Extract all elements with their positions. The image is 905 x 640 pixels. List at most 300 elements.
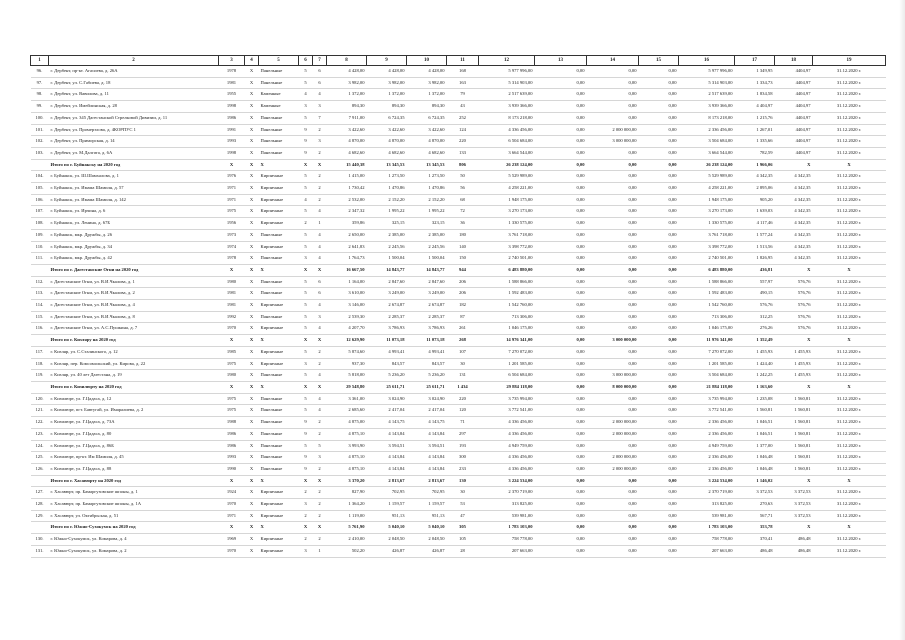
table-cell: Х bbox=[245, 264, 259, 276]
header-cell: 3 bbox=[219, 56, 245, 66]
table-cell: 6 724,35 bbox=[367, 112, 407, 124]
table-cell: 1 046,51 bbox=[735, 428, 775, 440]
table-cell: 119. bbox=[31, 370, 49, 382]
table-cell: 31.12.2020 г. bbox=[813, 147, 886, 159]
table-cell: 3 398 772,00 bbox=[479, 241, 535, 253]
table-cell: г. Буйнакск, ул. Имама Шамиля, д. 57 bbox=[49, 183, 219, 195]
table-cell: 1 334,73 bbox=[735, 77, 775, 89]
table-cell: г. Дагестанские Огни, ул. В.И.Чкалова, д. 1 bbox=[49, 276, 219, 288]
table-cell: 5 bbox=[299, 346, 313, 358]
table-cell: г. Хасавюрт, пр. Бамаргузовские шпоны, д. 1А bbox=[49, 499, 219, 511]
table-cell bbox=[31, 522, 49, 534]
table-row bbox=[31, 440, 886, 452]
table-cell: 3 146,00 bbox=[327, 300, 367, 312]
table-cell: Панельные bbox=[259, 370, 299, 382]
table-cell: 0,00 bbox=[535, 381, 587, 393]
table-cell: 2 245,56 bbox=[367, 241, 407, 253]
table-cell: 4 336 456,00 bbox=[479, 124, 535, 136]
table-cell: 2 152,20 bbox=[407, 194, 447, 206]
table-cell: 0,00 bbox=[639, 499, 679, 511]
table-cell: 206 bbox=[447, 276, 479, 288]
table-cell: 1 542 760,00 bbox=[679, 300, 735, 312]
table-row bbox=[31, 112, 886, 124]
table-cell: 2 bbox=[313, 463, 327, 475]
table-cell: 2 bbox=[313, 534, 327, 546]
table-cell: 0,00 bbox=[535, 288, 587, 300]
table-cell: 4 870,00 bbox=[367, 136, 407, 148]
table-cell: 3 372,53 bbox=[775, 499, 813, 511]
table-cell: 3 224 534,00 bbox=[479, 475, 535, 487]
table-cell: 182 bbox=[447, 300, 479, 312]
table-cell: Х bbox=[299, 522, 313, 534]
table-cell: 0,00 bbox=[587, 405, 639, 417]
table-cell: 0,00 bbox=[535, 522, 587, 534]
table-cell: 31.12.2020 г. bbox=[813, 194, 886, 206]
table-cell: г. Кизляр, ул. С.Сталинского, д. 12 bbox=[49, 346, 219, 358]
table-cell: 72 bbox=[447, 206, 479, 218]
table-cell: 4 336 456,00 bbox=[479, 417, 535, 429]
table-cell: 276,26 bbox=[735, 323, 775, 335]
table-cell: 1981 bbox=[219, 300, 245, 312]
table-cell: 1 455,93 bbox=[735, 346, 775, 358]
header-cell: 7 bbox=[313, 56, 327, 66]
table-cell: 31.12.2020 г. bbox=[813, 346, 886, 358]
table-cell: 3 664 544,00 bbox=[479, 147, 535, 159]
table-cell: 2 740 501,00 bbox=[679, 253, 735, 265]
table-cell: 114. bbox=[31, 300, 49, 312]
table-cell: 0,00 bbox=[639, 311, 679, 323]
table-cell: г. Кизилюрт, пгт. Бавтугай, ул. Имаралиева, д. 2 bbox=[49, 405, 219, 417]
table-cell: Х bbox=[245, 393, 259, 405]
table-cell: 0,00 bbox=[535, 218, 587, 230]
table-cell: 100. bbox=[31, 112, 49, 124]
table-cell: 206 bbox=[447, 288, 479, 300]
table-cell: 4 336 456,00 bbox=[479, 428, 535, 440]
table-cell: 0,00 bbox=[639, 417, 679, 429]
table-cell: 4 682,60 bbox=[407, 147, 447, 159]
table-cell: 0,00 bbox=[535, 77, 587, 89]
table-row bbox=[31, 346, 886, 358]
table-cell: 4 bbox=[313, 323, 327, 335]
table-cell: 2 000 000,00 bbox=[587, 463, 639, 475]
table-cell: 4 342,35 bbox=[775, 194, 813, 206]
table-cell: 128. bbox=[31, 499, 49, 511]
table-cell: 0,00 bbox=[535, 229, 587, 241]
table-row bbox=[31, 370, 886, 382]
table-cell: 0,00 bbox=[535, 264, 587, 276]
table-cell: 4 342,35 bbox=[775, 241, 813, 253]
table-cell: 5 bbox=[313, 440, 327, 452]
table-cell: 220 bbox=[447, 393, 479, 405]
table-cell: 5 314 903,00 bbox=[479, 77, 535, 89]
table-cell: Х bbox=[775, 381, 813, 393]
table-cell: 0,00 bbox=[535, 171, 587, 183]
table-cell: Х bbox=[219, 475, 245, 487]
table-cell: 1990 bbox=[219, 463, 245, 475]
table-cell: Кирпичные bbox=[259, 194, 299, 206]
table-cell: 1 372,00 bbox=[367, 89, 407, 101]
table-cell: 4 682,60 bbox=[367, 147, 407, 159]
table-cell: 1 500,04 bbox=[367, 253, 407, 265]
table-cell: 2 650,00 bbox=[327, 229, 367, 241]
table-cell: 3 370,20 bbox=[327, 475, 367, 487]
table-cell: 207 663,00 bbox=[479, 545, 535, 557]
table-cell: 7 270 072,00 bbox=[479, 346, 535, 358]
table-cell: 1 560,81 bbox=[775, 393, 813, 405]
table-cell: Х bbox=[245, 323, 259, 335]
table-cell: 1 592 483,00 bbox=[679, 288, 735, 300]
subtotal-row bbox=[31, 264, 886, 276]
table-cell: 50 bbox=[447, 171, 479, 183]
table-cell: 31.12.2020 г. bbox=[813, 370, 886, 382]
table-cell: 105 bbox=[447, 534, 479, 546]
table-cell: 163 bbox=[447, 77, 479, 89]
table-cell: 4 949 759,00 bbox=[479, 440, 535, 452]
table-cell: 4404,97 bbox=[775, 89, 813, 101]
table-cell: 111. bbox=[31, 253, 49, 265]
table-cell: 1 273,50 bbox=[407, 171, 447, 183]
table-cell: 576,76 bbox=[775, 323, 813, 335]
table-cell: 1991 bbox=[219, 124, 245, 136]
table-cell: г. Дербент, ул. Имейлинская, д. 28 bbox=[49, 101, 219, 113]
table-cell: 25 611,71 bbox=[367, 381, 407, 393]
table-cell: 3 786,93 bbox=[407, 323, 447, 335]
table-cell: 31.12.2020 г. bbox=[813, 440, 886, 452]
table-cell: 5 bbox=[299, 323, 313, 335]
table-cell: 1 159,57 bbox=[367, 499, 407, 511]
table-cell: Кирпичные bbox=[259, 171, 299, 183]
table-cell: 713 306,00 bbox=[479, 311, 535, 323]
table-cell: 0,00 bbox=[639, 346, 679, 358]
table-cell: Х bbox=[245, 101, 259, 113]
table-cell: 4 bbox=[299, 194, 313, 206]
table-cell: 0,00 bbox=[639, 218, 679, 230]
table-cell: 426,87 bbox=[367, 545, 407, 557]
table-cell: 576,76 bbox=[775, 311, 813, 323]
table-cell: 0,00 bbox=[587, 194, 639, 206]
table-cell: 252 bbox=[447, 112, 479, 124]
table-cell: 1 235,08 bbox=[735, 393, 775, 405]
table-cell: Панельные bbox=[259, 276, 299, 288]
table-cell: 576,76 bbox=[775, 300, 813, 312]
table-cell: Х bbox=[259, 159, 299, 171]
table-cell: 1970 bbox=[219, 499, 245, 511]
table-cell: 4 bbox=[313, 241, 327, 253]
table-cell: Х bbox=[219, 159, 245, 171]
table-cell: 1 783 103,00 bbox=[479, 522, 535, 534]
table-cell: Панельные bbox=[259, 405, 299, 417]
table-cell: 96. bbox=[31, 66, 49, 78]
table-cell: 576,76 bbox=[775, 288, 813, 300]
table-cell: 193 bbox=[447, 440, 479, 452]
table-cell: 118. bbox=[31, 358, 49, 370]
table-cell: 11 976 341,00 bbox=[679, 335, 735, 347]
table-cell: 0,00 bbox=[639, 522, 679, 534]
table-cell: 5 040,10 bbox=[407, 522, 447, 534]
table-cell: 3 982,00 bbox=[327, 77, 367, 89]
table-cell: Х bbox=[245, 218, 259, 230]
subtotal-row bbox=[31, 475, 886, 487]
table-cell: 5 bbox=[299, 393, 313, 405]
table-cell: 0,00 bbox=[535, 487, 587, 499]
table-cell: 0,00 bbox=[587, 66, 639, 78]
table-cell: 2 bbox=[299, 218, 313, 230]
table-cell: Х bbox=[259, 264, 299, 276]
table-cell: 4 875,00 bbox=[327, 417, 367, 429]
table-cell: 5 bbox=[299, 405, 313, 417]
table-cell: Х bbox=[245, 534, 259, 546]
table-cell: 1986 bbox=[219, 112, 245, 124]
table-cell: 951,13 bbox=[367, 510, 407, 522]
table-cell: 297 bbox=[447, 428, 479, 440]
table-cell: 6 bbox=[313, 66, 327, 78]
register-table bbox=[30, 55, 886, 558]
table-cell: г. Дербент, ул. 345 Дагестанской Стрелковой Дивизии, д. 11 bbox=[49, 112, 219, 124]
table-cell: 3 422,60 bbox=[367, 124, 407, 136]
table-cell: 26 238 124,00 bbox=[679, 159, 735, 171]
table-cell: 3 372,53 bbox=[735, 487, 775, 499]
table-cell: 71 bbox=[447, 417, 479, 429]
table-cell: 16 667,50 bbox=[327, 264, 367, 276]
table-cell: Х bbox=[245, 194, 259, 206]
table-cell: Кирпичные bbox=[259, 487, 299, 499]
table-cell: 3 610,00 bbox=[327, 288, 367, 300]
table-row bbox=[31, 194, 886, 206]
table-cell: 127. bbox=[31, 487, 49, 499]
table-cell: 4404,97 bbox=[775, 112, 813, 124]
table-cell: 1 826,95 bbox=[735, 253, 775, 265]
table-cell: 107 bbox=[447, 346, 479, 358]
table-cell: Х bbox=[245, 381, 259, 393]
table-row bbox=[31, 288, 886, 300]
table-cell: Х bbox=[313, 335, 327, 347]
table-cell: 4 404,97 bbox=[735, 101, 775, 113]
table-cell: 0,00 bbox=[535, 440, 587, 452]
table-cell: 123. bbox=[31, 428, 49, 440]
table-cell: 31.12.2020 г. bbox=[813, 206, 886, 218]
table-cell: 5 236,20 bbox=[407, 370, 447, 382]
table-cell: 3 761 718,00 bbox=[679, 229, 735, 241]
table-cell: 180 bbox=[447, 229, 479, 241]
table-cell: 1 834,58 bbox=[735, 89, 775, 101]
table-cell: 0,00 bbox=[535, 358, 587, 370]
table-cell: 2 385,00 bbox=[367, 229, 407, 241]
table-cell: 1 bbox=[313, 545, 327, 557]
table-cell: 305 bbox=[447, 522, 479, 534]
table-cell: Х bbox=[813, 522, 886, 534]
table-cell: 2 385,00 bbox=[407, 229, 447, 241]
table-cell: 268 bbox=[447, 335, 479, 347]
table-cell: 0,00 bbox=[535, 136, 587, 148]
table-cell: 2 674,87 bbox=[367, 300, 407, 312]
table-cell: 0,00 bbox=[639, 452, 679, 464]
table-cell: 3 422,60 bbox=[407, 124, 447, 136]
table-cell: 9 bbox=[299, 147, 313, 159]
table-cell bbox=[31, 159, 49, 171]
table-cell: 0,00 bbox=[639, 510, 679, 522]
table-cell: 133 bbox=[447, 147, 479, 159]
table-cell: 31.12.2020 г. bbox=[813, 534, 886, 546]
table-cell: 0,00 bbox=[639, 534, 679, 546]
table-cell: 5 bbox=[299, 300, 313, 312]
table-row bbox=[31, 311, 886, 323]
table-cell: 4 342,35 bbox=[775, 183, 813, 195]
table-cell: 2 000 000,00 bbox=[587, 417, 639, 429]
table-row bbox=[31, 206, 886, 218]
table-cell: 5 bbox=[299, 112, 313, 124]
table-cell: 0,00 bbox=[639, 475, 679, 487]
table-cell: 1 119,00 bbox=[327, 510, 367, 522]
table-cell: 567,71 bbox=[735, 510, 775, 522]
table-cell: 2 bbox=[313, 358, 327, 370]
table-cell: Панельные bbox=[259, 393, 299, 405]
table-cell: Х bbox=[313, 159, 327, 171]
table-cell: 1 455,93 bbox=[775, 346, 813, 358]
table-cell: 4 bbox=[313, 89, 327, 101]
table-cell: Х bbox=[245, 428, 259, 440]
table-cell: 31.12.2020 г. bbox=[813, 417, 886, 429]
table-cell: 1 164,00 bbox=[327, 276, 367, 288]
table-cell: 4 428,00 bbox=[327, 66, 367, 78]
table-cell: 312,25 bbox=[735, 311, 775, 323]
table-cell: Х bbox=[299, 264, 313, 276]
table-cell: 109. bbox=[31, 229, 49, 241]
table-cell: Х bbox=[245, 545, 259, 557]
table-cell: г. Дербент, пр-кт. Агасиева, д. 26А bbox=[49, 66, 219, 78]
table-cell: 2 336 456,00 bbox=[679, 124, 735, 136]
table-cell: 5 314 903,00 bbox=[679, 77, 735, 89]
table-cell: 0,00 bbox=[535, 276, 587, 288]
table-cell: 21 884 118,00 bbox=[679, 381, 735, 393]
table-cell: Х bbox=[245, 487, 259, 499]
table-cell: 0,00 bbox=[535, 253, 587, 265]
table-cell: 1974 bbox=[219, 241, 245, 253]
table-row bbox=[31, 323, 886, 335]
table-cell: 1 046 175,00 bbox=[479, 323, 535, 335]
table-cell: Панельные bbox=[259, 253, 299, 265]
table-cell: 108. bbox=[31, 218, 49, 230]
table-cell: г. Кизляр, ул. 40 лет Дагестана, д. 19 bbox=[49, 370, 219, 382]
table-cell: 3 bbox=[313, 101, 327, 113]
table-cell: Х bbox=[313, 522, 327, 534]
table-cell: Х bbox=[219, 264, 245, 276]
table-cell: Х bbox=[813, 381, 886, 393]
table-cell: 3 761 718,00 bbox=[479, 229, 535, 241]
table-cell: 2 bbox=[313, 171, 327, 183]
table-cell: 0,00 bbox=[587, 264, 639, 276]
table-cell: 806 bbox=[447, 159, 479, 171]
table-cell: 3 000 000,00 bbox=[587, 335, 639, 347]
table-cell: Х bbox=[245, 206, 259, 218]
table-cell: 1970 bbox=[219, 323, 245, 335]
table-cell: 5 bbox=[299, 183, 313, 195]
table-cell: 3 772 541,00 bbox=[479, 405, 535, 417]
table-cell: 1956 bbox=[219, 218, 245, 230]
table-cell: 4 336 456,00 bbox=[479, 463, 535, 475]
table-cell: 5 761,90 bbox=[327, 522, 367, 534]
table-cell: 0,00 bbox=[587, 393, 639, 405]
table-cell: 3 bbox=[299, 358, 313, 370]
table-cell: 1 330 575,00 bbox=[679, 218, 735, 230]
table-row bbox=[31, 66, 886, 78]
table-cell: Х bbox=[245, 475, 259, 487]
table-cell: 31.12.2020 г. bbox=[813, 183, 886, 195]
table-cell: 1 588 866,00 bbox=[679, 276, 735, 288]
column-number-header bbox=[31, 56, 886, 66]
table-cell: Х bbox=[245, 66, 259, 78]
table-cell: 31.12.2020 г. bbox=[813, 112, 886, 124]
table-cell: 502,20 bbox=[327, 545, 367, 557]
table-cell: 31.12.2020 г. bbox=[813, 276, 886, 288]
table-cell: 3 735 994,00 bbox=[479, 393, 535, 405]
table-cell: Панельные bbox=[259, 147, 299, 159]
table-cell: 1 560,81 bbox=[775, 405, 813, 417]
table-cell: 2 bbox=[313, 428, 327, 440]
table-cell: 3 772 541,00 bbox=[679, 405, 735, 417]
table-cell: 3 bbox=[313, 311, 327, 323]
table-cell: Х bbox=[219, 381, 245, 393]
table-cell: Х bbox=[313, 475, 327, 487]
table-cell: 4404,97 bbox=[775, 66, 813, 78]
table-cell: 2 bbox=[313, 346, 327, 358]
table-cell: 0,00 bbox=[535, 183, 587, 195]
table-cell: 3 786,93 bbox=[367, 323, 407, 335]
table-cell: 1 046,48 bbox=[735, 452, 775, 464]
table-cell: 0,00 bbox=[639, 147, 679, 159]
table-cell bbox=[31, 335, 49, 347]
table-cell: Панельные bbox=[259, 440, 299, 452]
table-cell: 3 024,90 bbox=[367, 393, 407, 405]
table-cell: 702,95 bbox=[367, 487, 407, 499]
table-cell: 0,00 bbox=[639, 112, 679, 124]
table-cell: 3 270 173,00 bbox=[679, 206, 735, 218]
table-cell: г. Буйнакск, ул. Ш.Шамхалова, д. 1 bbox=[49, 171, 219, 183]
table-cell: г. Буйнакск, ул. Ирчина, д. 6 bbox=[49, 206, 219, 218]
table-row bbox=[31, 171, 886, 183]
table-cell: 99. bbox=[31, 101, 49, 113]
scan-edge-shadow bbox=[899, 0, 905, 640]
table-cell: 1 592 483,00 bbox=[479, 288, 535, 300]
table-cell: г. Буйнакск, ул. Имама Шамиля, д. 142 bbox=[49, 194, 219, 206]
table-cell: 0,00 bbox=[587, 253, 639, 265]
table-cell: 207 663,00 bbox=[679, 545, 735, 557]
table-cell: 115. bbox=[31, 311, 49, 323]
table-cell: 758 778,00 bbox=[679, 534, 735, 546]
table-cell: 110. bbox=[31, 241, 49, 253]
table-cell: 0,00 bbox=[587, 534, 639, 546]
table-cell: Х bbox=[775, 522, 813, 534]
table-cell: 1998 bbox=[219, 101, 245, 113]
table-cell: 1 500,04 bbox=[407, 253, 447, 265]
table-cell: 1992 bbox=[219, 311, 245, 323]
header-cell: 11 bbox=[447, 56, 479, 66]
table-cell: 31.12.2020 г. bbox=[813, 311, 886, 323]
table-cell: 2 bbox=[313, 194, 327, 206]
table-cell: 131. bbox=[31, 545, 49, 557]
table-cell: 0,00 bbox=[535, 405, 587, 417]
table-cell: 5 bbox=[299, 241, 313, 253]
table-cell: 25 611,71 bbox=[407, 381, 447, 393]
table-cell: Х bbox=[245, 370, 259, 382]
table-cell: 843,57 bbox=[407, 358, 447, 370]
table-cell: 325,15 bbox=[367, 218, 407, 230]
table-cell: 0,00 bbox=[639, 229, 679, 241]
table-row bbox=[31, 300, 886, 312]
subtotal-row bbox=[31, 522, 886, 534]
table-cell: 539 981,00 bbox=[679, 510, 735, 522]
table-row bbox=[31, 428, 886, 440]
table-cell: 2 000 000,00 bbox=[587, 428, 639, 440]
